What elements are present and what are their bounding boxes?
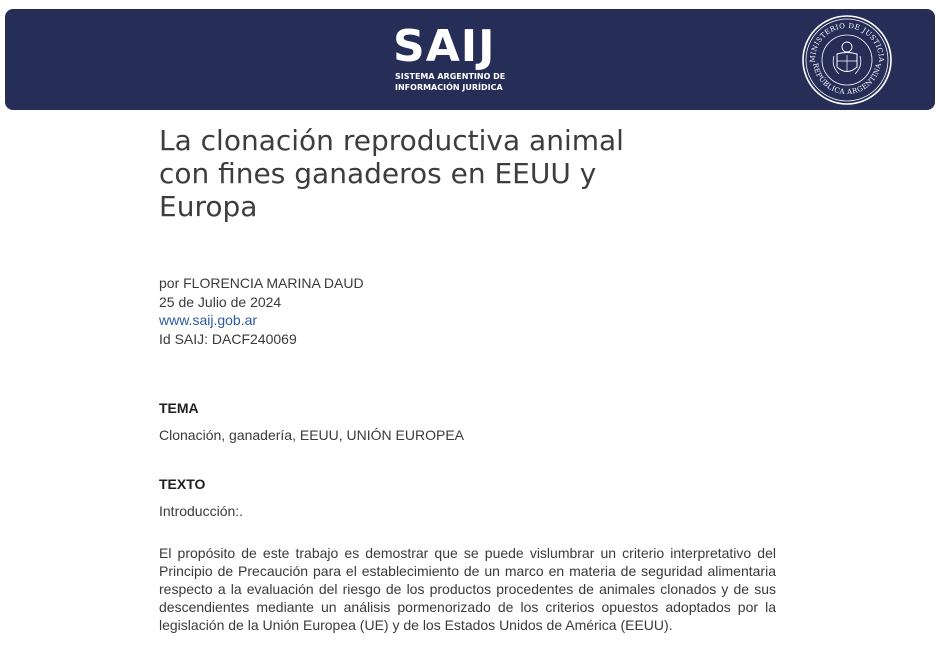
ministry-seal-icon (801, 14, 893, 106)
article-date: 25 de Julio de 2024 (159, 293, 282, 310)
logo-wordmark: SAIJ (393, 21, 496, 72)
logo-subtitle-line-2: INFORMACIÓN JURÍDICA (395, 83, 503, 92)
article-id: Id SAIJ: DACF240069 (159, 330, 297, 347)
site-link[interactable]: www.saij.gob.ar (159, 312, 258, 328)
article-meta (159, 274, 776, 348)
article-paragraph: El propósito de este trabajo es demostrar que se puede vislumbrar un criterio interpretativo del Principio de Precaución para el establecimiento de un marco en materia de seguridad alimentaria respecto a la evaluación del riesgo de los productos procedentes de animales clonados y de sus descendientes mediante un análisis pormenorizado de los criterios opuestos adoptados por la legislación de la Unión Europea (UE) y de los Estados Unidos de América (EEUU). (159, 545, 776, 633)
article (159, 124, 776, 648)
seal-top-text: MINISTERIO DE JUSTICIA (808, 21, 886, 63)
tema-keywords: Clonación, ganadería, EEUU, UNIÓN EUROPEA (159, 427, 465, 443)
saij-logo[interactable] (389, 21, 529, 93)
tema-heading: TEMA (159, 400, 199, 416)
site-header (5, 9, 935, 110)
logo-subtitle-line-1: SISTEMA ARGENTINO DE (395, 72, 506, 81)
texto-heading: TEXTO (159, 476, 206, 492)
article-title: La clonación reproductiva animal con fines ganaderos en EEUU y Europa (159, 124, 624, 223)
article-author: por FLORENCIA MARINA DAUD (159, 275, 364, 291)
seal-bottom-text: REPÚBLICA ARGENTINA (811, 62, 883, 97)
intro-label: Introducción:. (159, 503, 244, 519)
